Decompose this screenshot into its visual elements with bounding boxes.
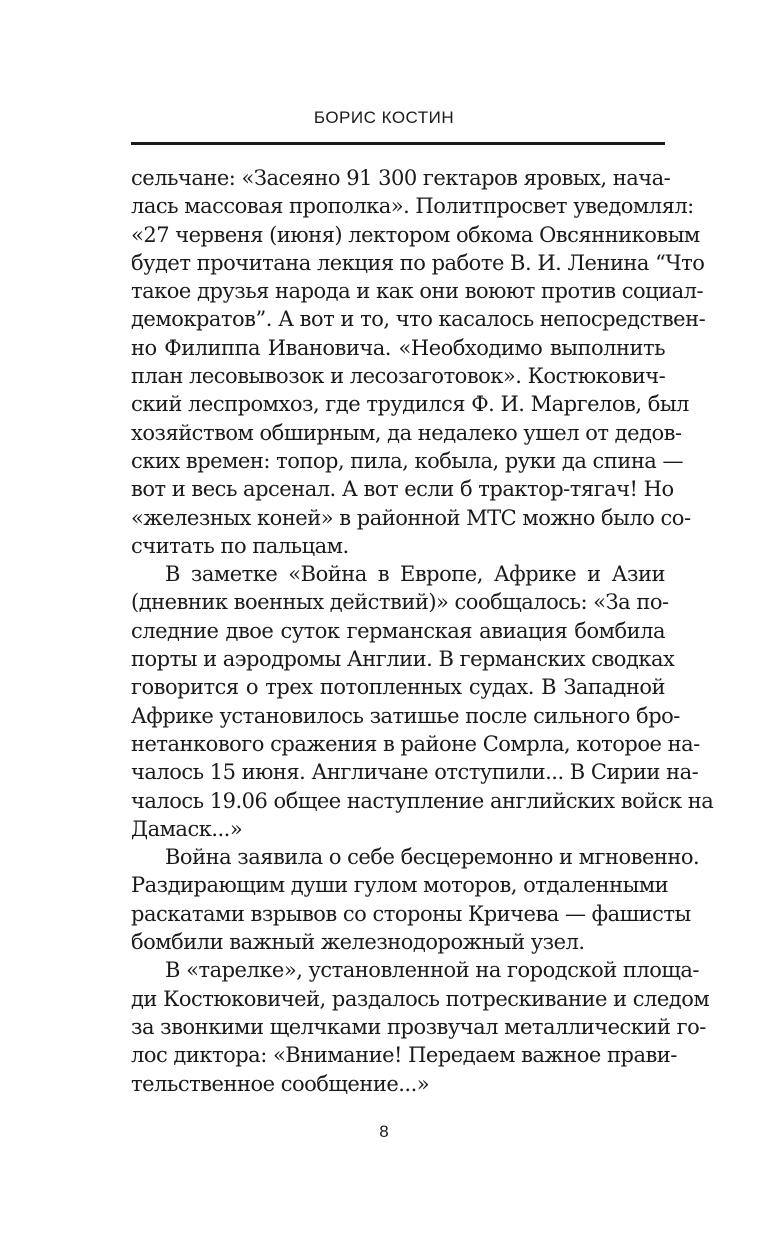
paragraph [131, 956, 710, 1097]
text-line: следние двое суток германская авиация бомбила [131, 618, 665, 643]
text-line: тельственное сообщение...» [131, 1071, 430, 1096]
text-line: ских времен: топор, пила, кобыла, руки да спина — [131, 448, 684, 473]
text-line: хозяйством обширным, да недалеко ушел от дедов- [131, 420, 682, 445]
text-line: чалось 19.06 общее наступление английских войск на [131, 788, 714, 813]
text-line: считать по пальцам. [131, 533, 349, 558]
text-line: Война заявила о себе бесцеремонно и мгновенно. [165, 845, 700, 870]
text-line: «железных коней» в районной МТС можно было со- [131, 505, 691, 530]
text-line: сельчане: «Засеяно 91 300 гектаров яровых, нача- [131, 166, 671, 190]
paragraph [131, 560, 714, 843]
text-line: Африке установилось затишье после сильного бро- [131, 703, 680, 728]
text-line: «27 червеня (июня) лектором обкома Овсянниковым [131, 222, 700, 247]
text-line: Дамаск...» [131, 816, 243, 841]
text-line: план лесовывозок и лесозаготовок». Костюкович- [131, 364, 666, 389]
paragraph [131, 843, 700, 956]
text-line: лос диктора: «Внимание! Передаем важное прави- [131, 1043, 677, 1068]
text-line: ский леспромхоз, где трудился Ф. И. Маргелов, был [131, 392, 689, 417]
header-rule [131, 142, 665, 145]
text-line: порты и аэродромы Англии. В германских сводках [131, 647, 675, 672]
text-line: демократов”. А вот и то, что касалось непосредствен- [131, 307, 706, 332]
text-line: лась массовая прополка». Политпросвет уведомлял: [131, 194, 694, 219]
text-line: В заметке «Война в Европе, Африке и Азии [165, 562, 665, 587]
text-line: Раздирающим души гулом моторов, отдаленными [131, 873, 669, 898]
page-number: 8 [379, 1122, 389, 1141]
text-line: бомбили важный железнодорожный узел. [131, 930, 585, 955]
paragraph [131, 164, 706, 560]
text-line: В «тарелке», установленной на городской площа- [165, 958, 700, 983]
text-line: чалось 15 июня. Англичане отступили... В Сирии на- [131, 760, 699, 785]
text-line: ди Костюковичей, раздалось потрескивание и следом [131, 986, 710, 1011]
text-line: (дневник военных действий)» сообщалось: «За по- [131, 590, 669, 615]
text-line: за звонкими щелчками прозвучал металлический го- [131, 1014, 706, 1039]
text-line: будет прочитана лекция по работе В. И. Ленина “Что [131, 250, 705, 275]
running-head-author: БОРИС КОСТИН [313, 108, 455, 127]
text-line: раскатами взрывов со стороны Кричева — фашисты [131, 901, 691, 926]
text-line: такое друзья народа и как они воюют против социал- [131, 279, 704, 304]
text-line: но Филиппа Ивановича. «Необходимо выполнить [131, 335, 665, 360]
text-line: говорится о трех потопленных судах. В Западной [131, 675, 665, 700]
text-line: нетанкового сражения в районе Сомрла, которое на- [131, 731, 700, 756]
text-line: вот и весь арсенал. А вот если б трактор-тягач! Но [131, 477, 674, 502]
page-body [131, 164, 714, 1098]
